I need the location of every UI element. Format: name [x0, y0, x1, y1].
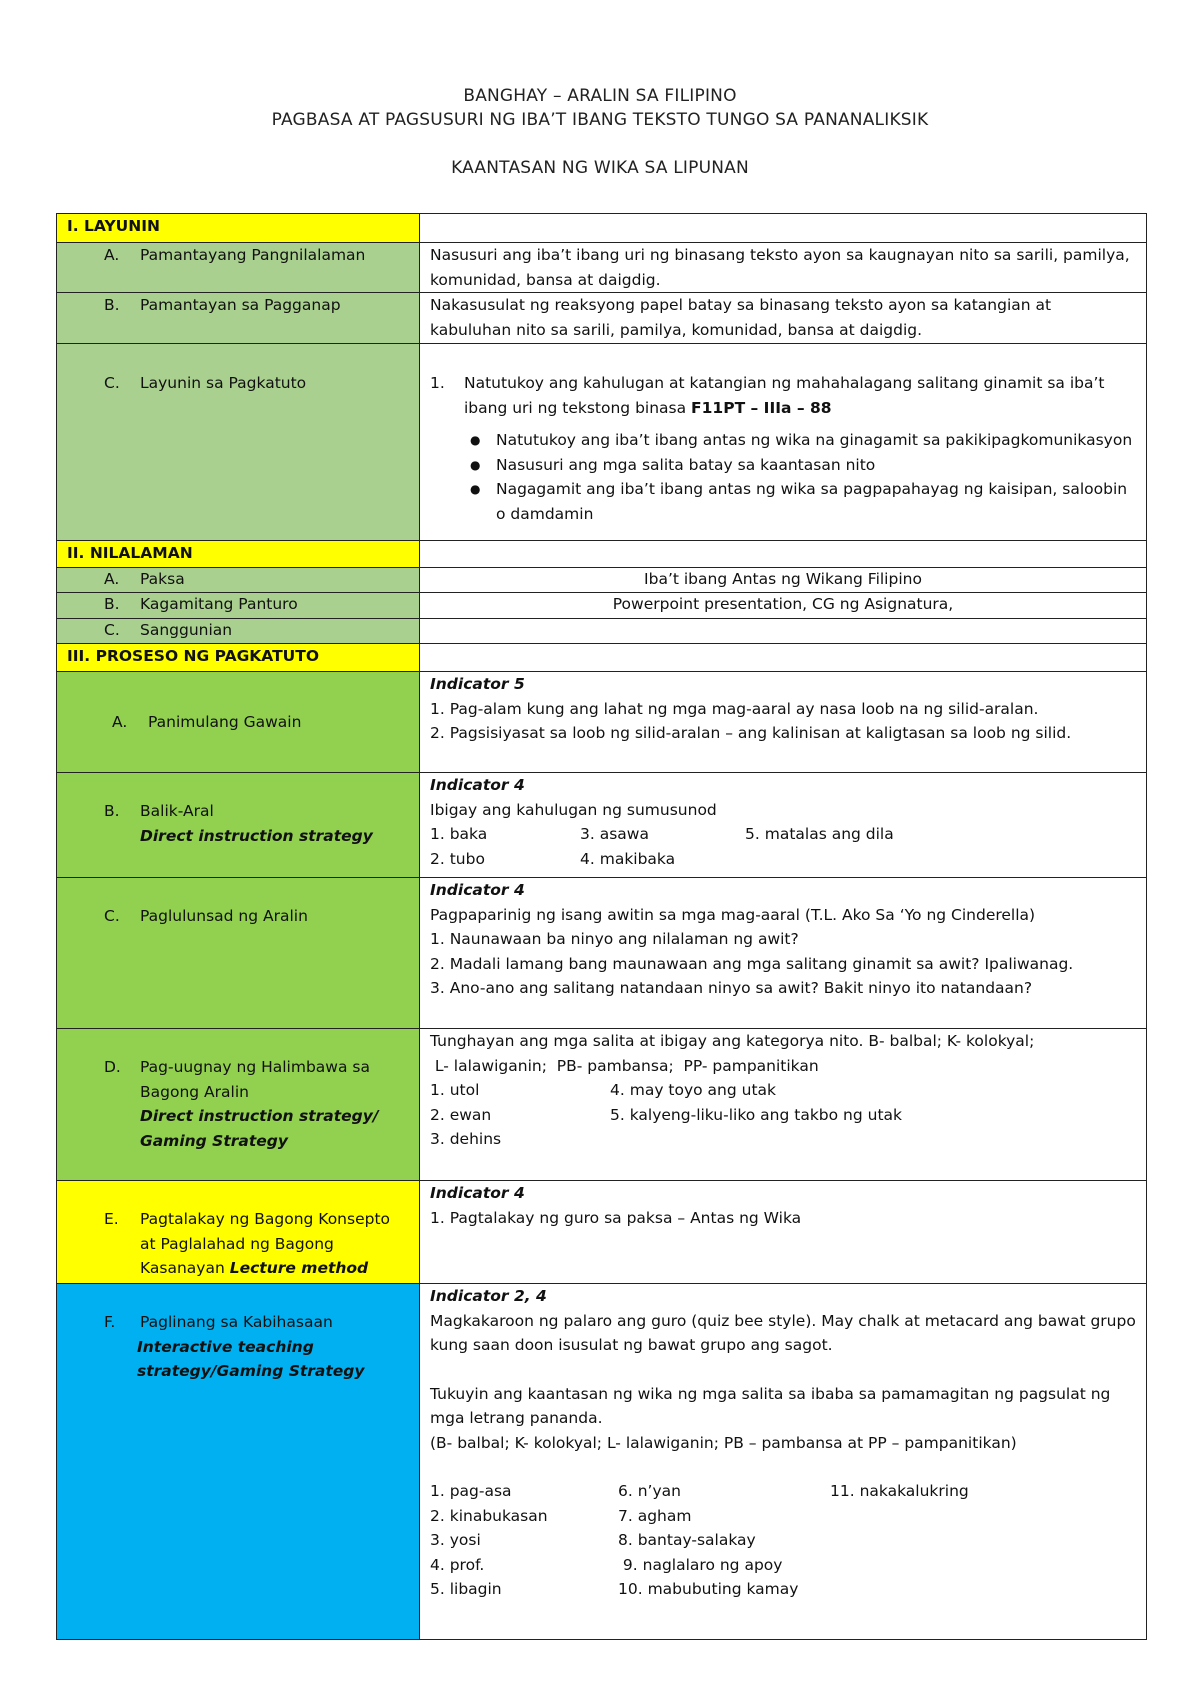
activity-line: 1. Pag-alam kung ang lahat ng mga mag-aaral ay nasa loob na ng silid-aralan. [430, 699, 1039, 718]
indicator-label: Indicator 5 [430, 675, 525, 693]
lesson-topic: KAANTASAN NG WIKA SA LIPUNAN [451, 158, 749, 178]
list-item [745, 847, 945, 872]
row-kagamitang-panturo [57, 593, 1147, 619]
label-cell [57, 593, 420, 619]
list-item: 1. baka [430, 825, 488, 843]
row-letter: B. [104, 802, 120, 820]
list-item [830, 1504, 1080, 1529]
row-pag-uugnay [57, 1029, 1147, 1181]
row-letter: A. [112, 712, 128, 731]
lesson-plan-table [56, 213, 1147, 1640]
activity-line: Pagpaparinig ng isang awitin sa mga mag-aaral (T.L. Ako Sa ‘Yo ng Cinderella) [430, 905, 1036, 924]
list-item: 2. kinabukasan [430, 1506, 548, 1525]
list-number: 1. [430, 374, 445, 392]
content-cell [420, 878, 1147, 1029]
row-panimulang-gawain [57, 672, 1147, 773]
list-item: 9. naglalaro ng apoy [618, 1555, 783, 1574]
activity-line: 2. Madali lamang bang maunawaan ang mga salitang ginamit sa awit? Ipaliwanag. [430, 954, 1074, 973]
row-pamantayan-sa-pagganap [57, 293, 1147, 344]
activity-intro: Ibigay ang kahulugan ng sumusunod [430, 800, 717, 819]
row-label: Pamantayang Pangnilalaman [140, 246, 366, 264]
section-heading-nilalaman: II. NILALAMAN [57, 541, 420, 568]
indicator-label: Indicator 4 [430, 776, 525, 794]
row-letter: D. [104, 1058, 121, 1076]
list-item: 6. n’yan [618, 1482, 681, 1500]
document-title: BANGHAY – ARALIN SA FILIPINO [463, 86, 737, 106]
row-paglulunsad-ng-aralin [57, 878, 1147, 1029]
row-label: Pagtalakay ng Bagong Konsepto at Paglalahad ng Bagong Kasanayan [140, 1210, 391, 1277]
label-cell [57, 1284, 420, 1640]
row-letter: F. [104, 1313, 116, 1331]
list-item [830, 1528, 1080, 1553]
row-label: Panimulang Gawain [148, 712, 302, 731]
list-item [830, 1577, 1080, 1602]
content-cell: Nasusuri ang iba’t ibang uri ng binasang teksto ayon sa kaugnayan nito sa sarili, pamilya, komunidad, bansa at daigdig. [420, 243, 1147, 293]
word-list [430, 1479, 1136, 1602]
strategy-label: Direct instruction strategy [140, 826, 373, 845]
label-cell [57, 243, 420, 293]
section-row-nilalaman [57, 541, 1147, 568]
section-row-layunin [57, 214, 1147, 243]
row-letter: B. [104, 296, 120, 314]
document-subtitle: PAGBASA AT PAGSUSURI NG IBA’T IBANG TEKSTO TUNGO SA PANANALIKSIK [271, 110, 929, 130]
row-label: Pamantayan sa Pagganap [140, 296, 341, 314]
objective-text [464, 371, 1136, 420]
list-item: 10. mabubuting kamay [618, 1580, 799, 1598]
row-letter: C. [104, 374, 120, 392]
label-cell [57, 672, 420, 773]
row-balik-aral [57, 773, 1147, 878]
empty-cell [420, 644, 1147, 672]
row-letter: E. [104, 1210, 119, 1228]
label-cell [57, 344, 420, 541]
objective-bullets [430, 428, 1136, 526]
content-cell: Iba’t ibang Antas ng Wikang Filipino [420, 568, 1147, 593]
list-item: 5. matalas ang dila [745, 825, 894, 843]
content-cell [420, 1029, 1147, 1181]
row-letter: A. [104, 246, 120, 264]
list-item: 5. kalyeng-liku-liko ang takbo ng utak [610, 1105, 903, 1124]
word-list [430, 1078, 1136, 1152]
list-item: 3. yosi [430, 1531, 481, 1549]
list-item: ● Natutukoy ang iba’t ibang antas ng wika na ginagamit sa pakikipagkomunikasyon [470, 428, 1136, 453]
competency-code: F11PT – IIIa – 88 [691, 398, 832, 417]
empty-cell [420, 541, 1147, 568]
content-cell [420, 672, 1147, 773]
activity-line: 2. Pagsisiyasat sa loob ng silid-aralan – ang kalinisan at kaligtasan sa loob ng silid. [430, 724, 1072, 742]
row-label: Sanggunian [140, 621, 233, 639]
content-cell: Nakasusulat ng reaksyong papel batay sa binasang teksto ayon sa katangian at kabuluhan nito sa sarili, pamilya, komunidad, bansa at daigdig. [420, 293, 1147, 344]
row-pamantayang-pangnilalaman [57, 243, 1147, 293]
list-item: ● Nasusuri ang mga salita batay sa kaantasan nito [470, 453, 1136, 478]
row-label: Pag-uugnay ng Halimbawa sa Bagong Aralin [140, 1058, 370, 1101]
word-list [430, 822, 1136, 871]
content-cell [420, 1181, 1147, 1284]
content-cell [420, 1284, 1147, 1640]
objective-description: Natutukoy ang kahulugan at katangian ng mahahalagang salitang ginamit sa iba’t ibang uri ng tekstong binasa [464, 374, 1105, 417]
label-cell [57, 878, 420, 1029]
row-letter: C. [104, 621, 120, 639]
activity-line: 1. Pagtalakay ng guro sa paksa – Antas ng Wika [430, 1208, 802, 1227]
category-legend: (B- balbal; K- kolokyal; L- lalawiganin; PB – pambansa at PP – pampanitikan) [430, 1433, 1017, 1452]
row-letter: C. [104, 907, 120, 925]
section-row-proseso [57, 644, 1147, 672]
row-label: Balik-Aral [140, 802, 214, 820]
list-item: ● Nagagamit ang iba’t ibang antas ng wika sa pagpapahayag ng kaisipan, saloobin o damdamin [470, 477, 1136, 526]
list-item: 8. bantay-salakay [618, 1531, 756, 1549]
row-sanggunian [57, 619, 1147, 644]
label-cell [57, 619, 420, 644]
list-item [610, 1127, 1010, 1152]
activity-line: 1. Naunawaan ba ninyo ang nilalaman ng awit? [430, 930, 799, 948]
row-paglinang-sa-kabihasaan [57, 1284, 1147, 1640]
row-label: Layunin sa Pagkatuto [140, 374, 307, 392]
list-item: 11. nakakalukring [830, 1482, 969, 1500]
list-item: 2. ewan [430, 1105, 492, 1124]
row-layunin-sa-pagkatuto [57, 344, 1147, 541]
strategy-label: Lecture method [229, 1259, 369, 1277]
content-cell [420, 344, 1147, 541]
activity-paragraph: Tukuyin ang kaantasan ng wika ng mga salita sa ibaba sa pamamagitan ng pagsulat ng mga letrang pananda. [430, 1384, 1111, 1427]
list-item: 3. dehins [430, 1130, 502, 1148]
list-item: 1. utol [430, 1081, 480, 1099]
list-item: 5. libagin [430, 1580, 502, 1598]
label-cell [57, 1181, 420, 1284]
row-letter: A. [104, 570, 120, 588]
document-header [0, 84, 1200, 180]
list-item: 4. prof. [430, 1555, 485, 1574]
row-label: Paksa [140, 570, 185, 588]
activity-intro: Tunghayan ang mga salita at ibigay ang kategorya nito. B- balbal; K- kolokyal; [430, 1032, 1035, 1050]
section-heading-layunin: I. LAYUNIN [57, 214, 420, 243]
list-item: 7. agham [618, 1506, 692, 1525]
list-item: 2. tubo [430, 849, 485, 868]
row-pagtalakay [57, 1181, 1147, 1284]
list-item [830, 1553, 1080, 1578]
label-cell [57, 773, 420, 878]
section-heading-proseso: III. PROSESO NG PAGKATUTO [57, 644, 420, 672]
row-label: Paglinang sa Kabihasaan [140, 1313, 333, 1331]
list-item: 1. pag-asa [430, 1482, 512, 1500]
content-cell [420, 773, 1147, 878]
content-cell: Powerpoint presentation, CG ng Asignatura, [420, 593, 1147, 619]
content-cell [420, 619, 1147, 644]
strategy-label: Interactive teaching strategy/Gaming Strategy [137, 1337, 365, 1380]
indicator-label: Indicator 2, 4 [430, 1287, 547, 1305]
empty-cell [420, 214, 1147, 243]
list-item: 3. asawa [580, 825, 649, 843]
label-cell [57, 1029, 420, 1181]
category-legend: L- lalawiganin; PB- pambansa; PP- pampanitikan [430, 1056, 819, 1075]
label-cell [57, 293, 420, 344]
row-paksa [57, 568, 1147, 593]
row-letter: B. [104, 595, 120, 613]
indicator-label: Indicator 4 [430, 881, 525, 899]
row-label: Kagamitang Panturo [140, 595, 298, 613]
activity-paragraph: Magkakaroon ng palaro ang guro (quiz bee style). May chalk at metacard ang bawat grupo kung saan doon isusulat ng bawat grupo ang sagot. [430, 1311, 1136, 1354]
row-label: Paglulunsad ng Aralin [140, 907, 308, 925]
label-cell [57, 568, 420, 593]
strategy-label: Direct instruction strategy/ Gaming Strategy [140, 1107, 379, 1150]
list-item: 4. makibaka [580, 849, 676, 868]
indicator-label: Indicator 4 [430, 1184, 525, 1202]
list-item: 4. may toyo ang utak [610, 1081, 777, 1099]
activity-line: 3. Ano-ano ang salitang natandaan ninyo sa awit? Bakit ninyo ito natandaan? [430, 979, 1033, 997]
